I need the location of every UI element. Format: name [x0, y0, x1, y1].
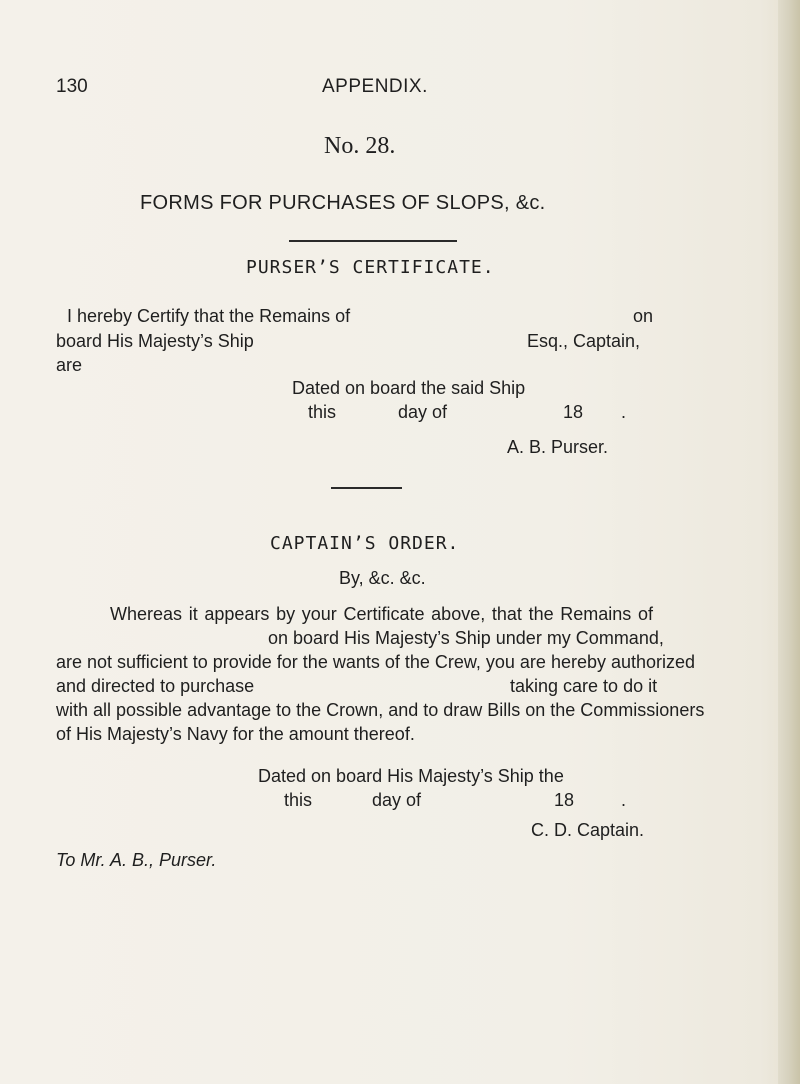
page-edge [778, 0, 800, 1084]
captain-dated-line: Dated on board His Majesty’s Ship the [258, 766, 564, 786]
section-heading-captain: CAPTAIN’S ORDER. [270, 533, 460, 554]
divider [331, 487, 402, 489]
purser-date-period: . [621, 402, 627, 422]
page-number: 130 [56, 76, 88, 97]
captain-line-4-left: and directed to purchase [56, 676, 255, 696]
captain-line-6: of His Majesty’s Navy for the amount thereof. [56, 724, 415, 744]
addressee: To Mr. A. B., Purser. [56, 850, 217, 870]
form-title: FORMS FOR PURCHASES OF SLOPS, &c. [140, 192, 546, 214]
running-title: APPENDIX. [322, 76, 428, 97]
captain-by-line: By, &c. &c. [339, 568, 426, 588]
form-number: No. 28. [324, 133, 396, 159]
purser-date-day-of: day of [398, 402, 448, 422]
purser-date-year: 18 [563, 402, 584, 422]
captain-date-this: this [284, 790, 313, 810]
captain-line-3: are not sufficient to provide for the wants of the Crew, you are hereby authorized [56, 652, 696, 672]
purser-signature: A. B. Purser. [507, 437, 609, 457]
purser-line-2-right: Esq., Captain, [527, 331, 641, 351]
purser-line-1-right: on [633, 306, 654, 326]
section-heading-purser: PURSER’S CERTIFICATE. [246, 257, 495, 278]
captain-date-year: 18 [554, 790, 575, 810]
purser-dated-line: Dated on board the said Ship [292, 378, 526, 398]
captain-line-5: with all possible advantage to the Crown, and to draw Bills on the Commissioners [56, 700, 705, 720]
captain-line-2: on board His Majesty’s Ship under my Command, [268, 628, 664, 648]
captain-line-1: Whereas it appears by your Certificate above, that the Remains of [110, 604, 653, 624]
divider [289, 240, 457, 242]
captain-line-4-right: taking care to do it [510, 676, 658, 696]
captain-signature: C. D. Captain. [531, 820, 645, 840]
purser-line-1-left: I hereby Certify that the Remains of [67, 306, 351, 326]
purser-line-3: are [56, 355, 83, 375]
captain-date-day-of: day of [372, 790, 422, 810]
purser-line-2-left: board His Majesty’s Ship [56, 331, 254, 351]
purser-date-this: this [308, 402, 337, 422]
captain-date-period: . [621, 790, 627, 810]
